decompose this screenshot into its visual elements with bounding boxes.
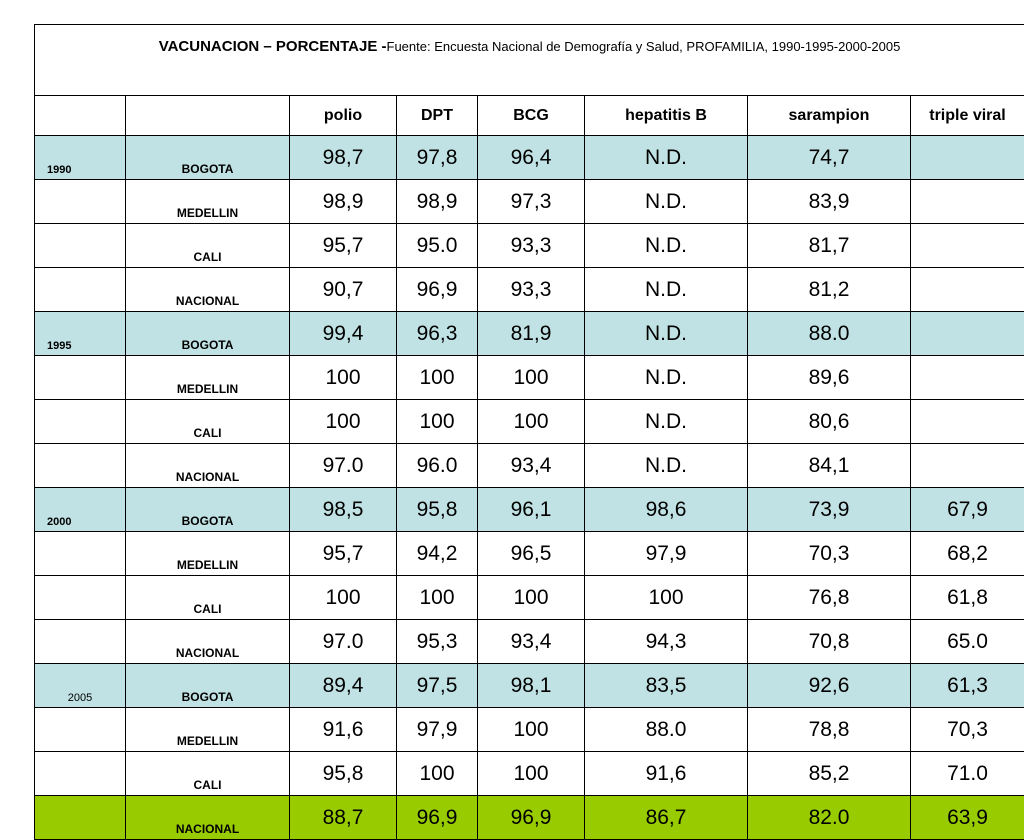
value-cell: 96,9 <box>478 796 585 840</box>
city-cell: BOGOTA <box>126 312 290 356</box>
city-cell: MEDELLIN <box>126 532 290 576</box>
table-row <box>35 356 1024 400</box>
title-source: Fuente: Encuesta Nacional de Demografía y Salud, PROFAMILIA, 1990-1995-2000-2005 <box>387 39 901 54</box>
year-cell: 2000 <box>35 488 126 532</box>
value-cell <box>911 268 1024 312</box>
value-cell: 97,8 <box>397 136 478 180</box>
value-cell: 98,5 <box>290 488 397 532</box>
value-cell: 97,9 <box>397 708 478 752</box>
value-cell: 100 <box>290 356 397 400</box>
city-cell: CALI <box>126 752 290 796</box>
value-cell <box>911 444 1024 488</box>
value-cell <box>911 136 1024 180</box>
value-cell: 71.0 <box>911 752 1024 796</box>
value-cell: 100 <box>478 400 585 444</box>
value-cell: 94,2 <box>397 532 478 576</box>
value-cell: N.D. <box>585 224 748 268</box>
value-cell <box>911 356 1024 400</box>
city-cell: BOGOTA <box>126 488 290 532</box>
value-cell: 93,4 <box>478 620 585 664</box>
table-row <box>35 224 1024 268</box>
value-cell: 96,4 <box>478 136 585 180</box>
column-header: BCG <box>478 96 585 136</box>
value-cell: 100 <box>478 708 585 752</box>
value-cell: 70,3 <box>911 708 1024 752</box>
value-cell: 98,1 <box>478 664 585 708</box>
value-cell: 100 <box>397 576 478 620</box>
city-cell: MEDELLIN <box>126 180 290 224</box>
value-cell <box>911 180 1024 224</box>
year-cell <box>35 400 126 444</box>
table-row <box>35 488 1024 532</box>
value-cell: 96,5 <box>478 532 585 576</box>
table-row <box>35 620 1024 664</box>
value-cell: 85,2 <box>748 752 911 796</box>
title-main: VACUNACION – PORCENTAJE - <box>159 38 387 55</box>
city-cell: BOGOTA <box>126 136 290 180</box>
value-cell: 100 <box>585 576 748 620</box>
value-cell: N.D. <box>585 136 748 180</box>
value-cell: 78,8 <box>748 708 911 752</box>
value-cell: 76,8 <box>748 576 911 620</box>
column-header: sarampion <box>748 96 911 136</box>
value-cell: 97.0 <box>290 444 397 488</box>
value-cell: 83,5 <box>585 664 748 708</box>
value-cell: 89,4 <box>290 664 397 708</box>
year-cell <box>35 708 126 752</box>
value-cell: 100 <box>478 752 585 796</box>
year-cell <box>35 356 126 400</box>
year-cell <box>35 752 126 796</box>
table-row <box>35 312 1024 356</box>
year-cell <box>35 576 126 620</box>
year-cell <box>35 620 126 664</box>
table-title <box>35 25 1024 96</box>
year-cell <box>35 268 126 312</box>
value-cell: 81,2 <box>748 268 911 312</box>
value-cell: 88.0 <box>748 312 911 356</box>
column-header: hepatitis B <box>585 96 748 136</box>
value-cell: 84,1 <box>748 444 911 488</box>
table-row <box>35 532 1024 576</box>
city-cell: MEDELLIN <box>126 356 290 400</box>
value-cell: 83,9 <box>748 180 911 224</box>
value-cell: N.D. <box>585 356 748 400</box>
value-cell <box>911 224 1024 268</box>
value-cell: 73,9 <box>748 488 911 532</box>
value-cell: 95,7 <box>290 532 397 576</box>
year-cell <box>35 180 126 224</box>
value-cell: 81,7 <box>748 224 911 268</box>
header-row <box>35 96 1024 136</box>
city-cell: BOGOTA <box>126 664 290 708</box>
table-row <box>35 576 1024 620</box>
city-cell: NACIONAL <box>126 620 290 664</box>
value-cell: 88.0 <box>585 708 748 752</box>
column-header: polio <box>290 96 397 136</box>
value-cell: 100 <box>290 400 397 444</box>
value-cell: 100 <box>478 356 585 400</box>
value-cell: 90,7 <box>290 268 397 312</box>
value-cell: N.D. <box>585 180 748 224</box>
value-cell: 68,2 <box>911 532 1024 576</box>
city-cell: NACIONAL <box>126 268 290 312</box>
value-cell: 65.0 <box>911 620 1024 664</box>
column-header: triple viral <box>911 96 1024 136</box>
value-cell: 100 <box>397 400 478 444</box>
table-row <box>35 708 1024 752</box>
value-cell: 92,6 <box>748 664 911 708</box>
value-cell: 67,9 <box>911 488 1024 532</box>
value-cell: 94,3 <box>585 620 748 664</box>
table-row <box>35 268 1024 312</box>
value-cell: 98,9 <box>290 180 397 224</box>
value-cell: 95,7 <box>290 224 397 268</box>
value-cell: 70,8 <box>748 620 911 664</box>
year-cell <box>35 532 126 576</box>
table-row <box>35 180 1024 224</box>
value-cell: 100 <box>478 576 585 620</box>
value-cell <box>911 312 1024 356</box>
value-cell: 63,9 <box>911 796 1024 840</box>
value-cell: 70,3 <box>748 532 911 576</box>
value-cell: 95,8 <box>397 488 478 532</box>
value-cell: 91,6 <box>585 752 748 796</box>
table-row <box>35 796 1024 840</box>
city-cell: CALI <box>126 576 290 620</box>
value-cell: 88,7 <box>290 796 397 840</box>
table-row <box>35 400 1024 444</box>
year-cell <box>35 224 126 268</box>
table-row <box>35 664 1024 708</box>
city-cell: MEDELLIN <box>126 708 290 752</box>
value-cell: 74,7 <box>748 136 911 180</box>
value-cell: 100 <box>397 356 478 400</box>
city-cell: CALI <box>126 400 290 444</box>
table-row <box>35 752 1024 796</box>
value-cell: 97,9 <box>585 532 748 576</box>
year-cell: 1995 <box>35 312 126 356</box>
city-cell: CALI <box>126 224 290 268</box>
column-header: DPT <box>397 96 478 136</box>
vaccination-table <box>34 24 1024 840</box>
value-cell: 98,7 <box>290 136 397 180</box>
year-cell: 2005 <box>35 664 126 708</box>
value-cell: 97,3 <box>478 180 585 224</box>
city-cell: NACIONAL <box>126 796 290 840</box>
value-cell: 86,7 <box>585 796 748 840</box>
city-cell: NACIONAL <box>126 444 290 488</box>
value-cell: 95.0 <box>397 224 478 268</box>
value-cell: 89,6 <box>748 356 911 400</box>
value-cell: 97.0 <box>290 620 397 664</box>
value-cell: 98,6 <box>585 488 748 532</box>
value-cell: N.D. <box>585 312 748 356</box>
value-cell: 93,3 <box>478 224 585 268</box>
value-cell: 96,3 <box>397 312 478 356</box>
value-cell: 99,4 <box>290 312 397 356</box>
value-cell: 93,4 <box>478 444 585 488</box>
value-cell: 61,3 <box>911 664 1024 708</box>
title-row <box>35 25 1024 96</box>
value-cell <box>911 400 1024 444</box>
table-row <box>35 136 1024 180</box>
value-cell: 93,3 <box>478 268 585 312</box>
value-cell: 100 <box>397 752 478 796</box>
value-cell: N.D. <box>585 268 748 312</box>
year-cell <box>35 444 126 488</box>
value-cell: 100 <box>290 576 397 620</box>
value-cell: 80,6 <box>748 400 911 444</box>
value-cell: 97,5 <box>397 664 478 708</box>
value-cell: 95,3 <box>397 620 478 664</box>
value-cell: 61,8 <box>911 576 1024 620</box>
year-cell <box>35 796 126 840</box>
value-cell: 96.0 <box>397 444 478 488</box>
year-cell: 1990 <box>35 136 126 180</box>
value-cell: 96,1 <box>478 488 585 532</box>
value-cell: N.D. <box>585 400 748 444</box>
value-cell: 96,9 <box>397 268 478 312</box>
value-cell: 91,6 <box>290 708 397 752</box>
value-cell: 81,9 <box>478 312 585 356</box>
header-city-cell <box>126 96 290 136</box>
value-cell: N.D. <box>585 444 748 488</box>
value-cell: 95,8 <box>290 752 397 796</box>
value-cell: 98,9 <box>397 180 478 224</box>
table-row <box>35 444 1024 488</box>
value-cell: 82.0 <box>748 796 911 840</box>
header-year-cell <box>35 96 126 136</box>
value-cell: 96,9 <box>397 796 478 840</box>
